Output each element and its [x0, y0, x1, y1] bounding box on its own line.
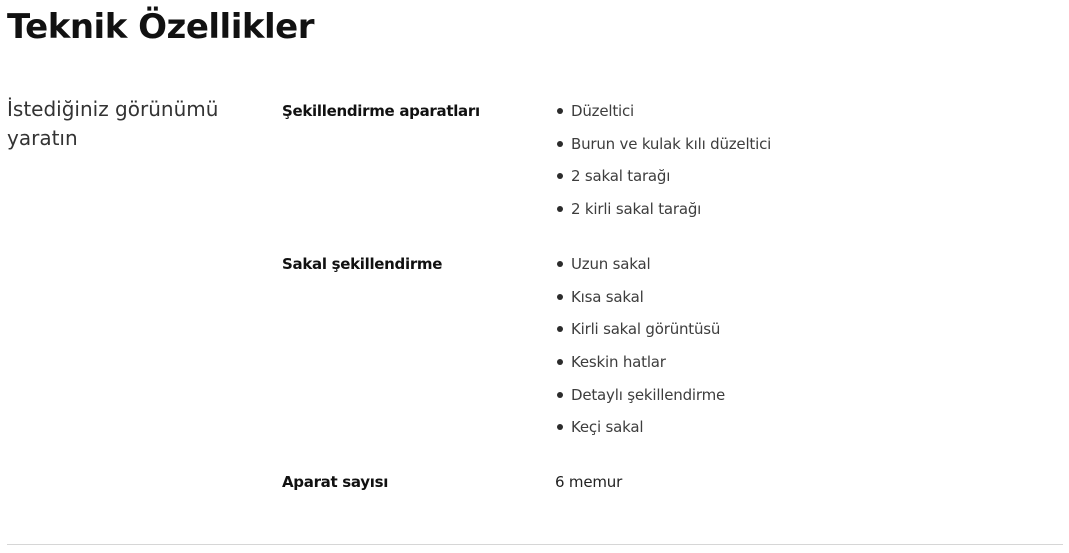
list-item — [556, 253, 725, 286]
spec-label: Aparat sayısı — [282, 473, 389, 491]
list-item — [556, 384, 725, 417]
bullet-icon — [557, 294, 563, 300]
spec-value-text: Keskin hatlar — [571, 353, 666, 372]
list-item — [556, 165, 771, 198]
bullet-icon — [557, 261, 563, 267]
spec-value-text: 2 sakal tarağı — [571, 167, 671, 186]
spec-value-text: Keçi sakal — [571, 418, 644, 437]
section-heading: İstediğiniz görünümü yaratın — [7, 97, 219, 150]
list-item — [556, 416, 725, 449]
spec-value-text: Kısa sakal — [571, 287, 644, 306]
list-item — [556, 133, 771, 166]
spec-value-text: Kirli sakal görüntüsü — [571, 320, 721, 339]
bullet-icon — [557, 424, 563, 430]
bullet-icon — [557, 359, 563, 365]
spec-label: Sakal şekillendirme — [282, 255, 443, 273]
spec-value-text: Düzeltici — [571, 102, 634, 120]
spec-value-text: Uzun sakal — [571, 255, 651, 273]
bullet-icon — [557, 206, 563, 212]
spec-value-text: Detaylı şekillendirme — [571, 385, 726, 404]
list-item — [556, 286, 725, 319]
list-item — [556, 100, 771, 133]
page-title: Teknik Özellikler — [7, 7, 314, 47]
divider — [7, 544, 1063, 545]
bullet-icon — [557, 108, 563, 114]
bullet-icon — [557, 141, 563, 147]
spec-value-text: 6 memur — [555, 473, 623, 491]
spec-value-text: 2 kirli sakal tarağı — [571, 200, 702, 219]
list-item — [556, 318, 725, 351]
bullet-icon — [557, 326, 563, 332]
bullet-icon — [557, 173, 563, 179]
list-item — [556, 198, 771, 231]
spec-values-list — [556, 100, 771, 231]
spec-value-text: Burun ve kulak kılı düzeltici — [571, 134, 772, 153]
list-item — [556, 351, 725, 384]
spec-label: Şekillendirme aparatları — [282, 102, 480, 120]
spec-values-list — [556, 253, 725, 449]
bullet-icon — [557, 392, 563, 398]
